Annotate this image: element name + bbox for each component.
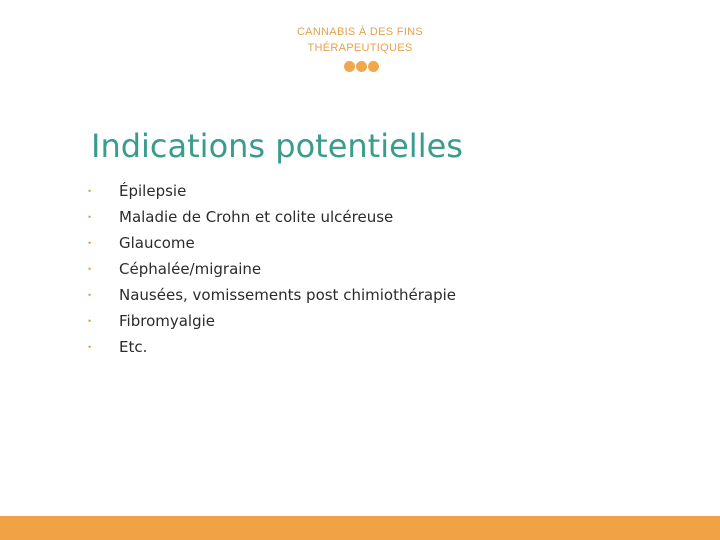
list-item-text: Épilepsie	[119, 182, 187, 200]
dot-icon	[368, 61, 379, 72]
slide-title: Indications potentielles	[91, 127, 463, 165]
bullet-icon: •	[88, 342, 92, 352]
list-item-text: Nausées, vomissements post chimiothérapie	[119, 286, 456, 304]
list-item-text: Etc.	[119, 338, 148, 356]
list-item	[86, 282, 456, 308]
list-item-text: Fibromyalgie	[119, 312, 216, 330]
list-item	[86, 256, 456, 282]
bullet-icon: •	[88, 290, 92, 300]
list-item-text: Maladie de Crohn et colite ulcéreuse	[119, 208, 394, 226]
header-line-2: THÉRAPEUTIQUES	[307, 42, 413, 54]
bullet-icon: •	[88, 316, 92, 326]
list-item	[86, 178, 456, 204]
bullet-icon: •	[88, 238, 92, 248]
decorative-dots	[344, 61, 379, 72]
dot-icon	[344, 61, 355, 72]
bullet-icon: •	[88, 212, 92, 222]
bullet-icon: •	[88, 186, 92, 196]
list-item	[86, 334, 456, 360]
bullet-icon: •	[88, 264, 92, 274]
list-item	[86, 230, 456, 256]
list-item	[86, 308, 456, 334]
list-item	[86, 204, 456, 230]
list-item-text: Céphalée/migraine	[119, 260, 262, 278]
list-item-text: Glaucome	[119, 234, 195, 252]
dot-icon	[356, 61, 367, 72]
header-line-1: CANNABIS À DES FINS	[296, 26, 424, 38]
bullet-list	[86, 178, 456, 360]
slide-header	[0, 24, 720, 56]
footer-bar	[0, 516, 720, 540]
